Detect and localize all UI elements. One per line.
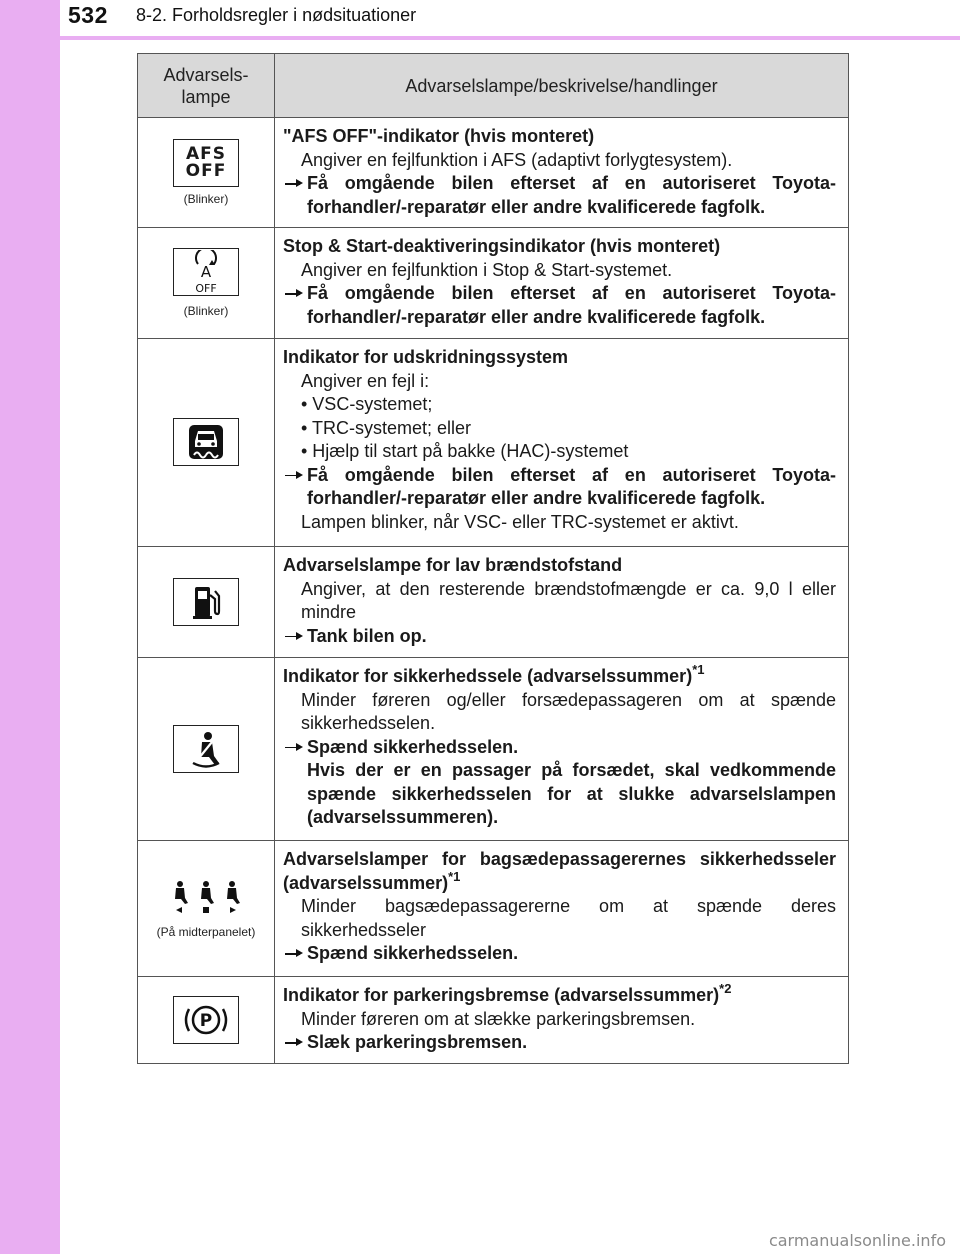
lamp-cell [138, 118, 275, 228]
svg-text:A: A [200, 263, 212, 281]
table-row [138, 841, 849, 977]
table-row [138, 228, 849, 339]
lamp-title: Indikator for parkeringsbremse (advarselssummer)$^{*2}$ [283, 981, 732, 1005]
footnote-ref: *1 [448, 868, 461, 884]
lamp-action: Spænd sikkerhedsselen. [283, 942, 836, 966]
lamp-description: Angiver en fejlfunktion i Stop & Start-systemet. [301, 259, 673, 280]
list-item: • VSC-systemet; [301, 394, 433, 414]
stop-start-off-icon [173, 248, 239, 296]
warning-lamp-table [137, 53, 849, 1064]
list-item: • TRC-systemet; eller [301, 417, 471, 438]
list-item: • Hjælp til start på bakke (HAC)-systemet [301, 441, 629, 461]
col-header-description: Advarselslampe/beskrivelse/handlinger [275, 54, 849, 118]
svg-text:P: P [199, 1010, 213, 1031]
lamp-caption: (På midterpanelet) [156, 924, 256, 939]
table-row [138, 977, 849, 1064]
description-cell [275, 977, 849, 1064]
lamp-action: Tank bilen op. [283, 625, 836, 649]
parking-brake-icon [173, 996, 239, 1044]
footnote-ref: *2 [719, 981, 732, 996]
lamp-title: Indikator for sikkerhedssele (advarselssummer)$^{*1}$ [283, 662, 705, 686]
lamp-caption: (Blinker) [183, 304, 229, 318]
lamp-title: Indikator for udskridningssystem [283, 347, 569, 367]
slip-indicator-icon [173, 418, 239, 466]
lamp-note: Lampen blinker, når VSC- eller TRC-systemet er aktivt. [301, 511, 739, 532]
lamp-action: Få omgående bilen efterset af en autoriseret Toyota-forhandler/-reparatør eller andre kvalificerede fagfolk. [283, 464, 836, 511]
lamp-cell [138, 841, 275, 977]
lamp-title: "AFS OFF"-indikator (hvis monteret) [283, 126, 595, 146]
table-header-row [138, 54, 849, 118]
page-number: 532 [68, 2, 108, 28]
lamp-action: Få omgående bilen efterset af en autoriseret Toyota-forhandler/-reparatør eller andre kvalificerede fagfolk. [283, 172, 836, 219]
afs-off-icon: AFS OFF [173, 139, 239, 187]
lamp-description: Minder bagsædepassagererne om at spænde deres sikkerhedsseler [301, 896, 836, 940]
svg-text:OFF: OFF [195, 282, 217, 294]
lamp-description: Minder føreren og/eller forsædepassageren om at spænde sikkerhedsselen. [301, 689, 836, 733]
lamp-cell [138, 658, 275, 841]
watermark: carmanualsonline.info [768, 1231, 946, 1250]
table-row [138, 339, 849, 547]
lamp-action: Få omgående bilen efterset af en autoriseret Toyota-forhandler/-reparatør eller andre kvalificerede fagfolk. [283, 282, 836, 329]
description-cell [275, 547, 849, 658]
description-cell [275, 841, 849, 977]
seatbelt-icon [173, 725, 239, 773]
lamp-description: Angiver en fejlfunktion i AFS (adaptivt forlygtesystem). [301, 149, 733, 170]
lamp-action: Spænd sikkerhedsselen. [283, 736, 836, 760]
lamp-cell [138, 228, 275, 339]
lamp-title: Advarselslampe for lav brændstofstand [283, 555, 623, 575]
description-cell [275, 658, 849, 841]
lamp-description: Minder føreren om at slække parkeringsbremsen. [301, 1008, 696, 1029]
lamp-title: Advarselslamper for bagsædepassagerernes sikkerhedsseler (advarselssummer)$^{*1}$ [283, 849, 836, 893]
header-rule [0, 36, 960, 40]
description-cell [275, 118, 849, 228]
table-row [138, 118, 849, 228]
description-cell [275, 228, 849, 339]
lamp-cell [138, 977, 275, 1064]
lamp-caption: (Blinker) [183, 192, 229, 206]
side-color-band [0, 0, 60, 1254]
lamp-action-detail: Hvis der er en passager på forsædet, skal vedkommende spænde sikkerhedsselen for at slukke advarselslampen (advarselssummeren). [307, 760, 836, 827]
description-cell [275, 339, 849, 547]
fuel-pump-icon [173, 578, 239, 626]
lamp-cell [138, 547, 275, 658]
footnote-ref: *1 [692, 662, 705, 677]
lamp-cell [138, 339, 275, 547]
rear-seatbelt-icon [168, 879, 244, 920]
col-header-lamp [138, 54, 275, 118]
lamp-description: Angiver en fejl i: [301, 370, 430, 391]
col-header-lamp-text: Advarsels- lampe [163, 64, 249, 107]
table-row [138, 547, 849, 658]
lamp-description: Angiver, at den resterende brændstofmængde er ca. 9,0 l eller mindre [301, 578, 836, 622]
auto-stop-a-icon [176, 250, 236, 294]
lamp-title: Stop & Start-deaktiveringsindikator (hvis monteret) [283, 236, 721, 256]
lamp-action: Slæk parkeringsbremsen. [283, 1031, 836, 1055]
table-row [138, 658, 849, 841]
section-title: 8-2. Forholdsregler i nødsituationer [136, 5, 417, 25]
